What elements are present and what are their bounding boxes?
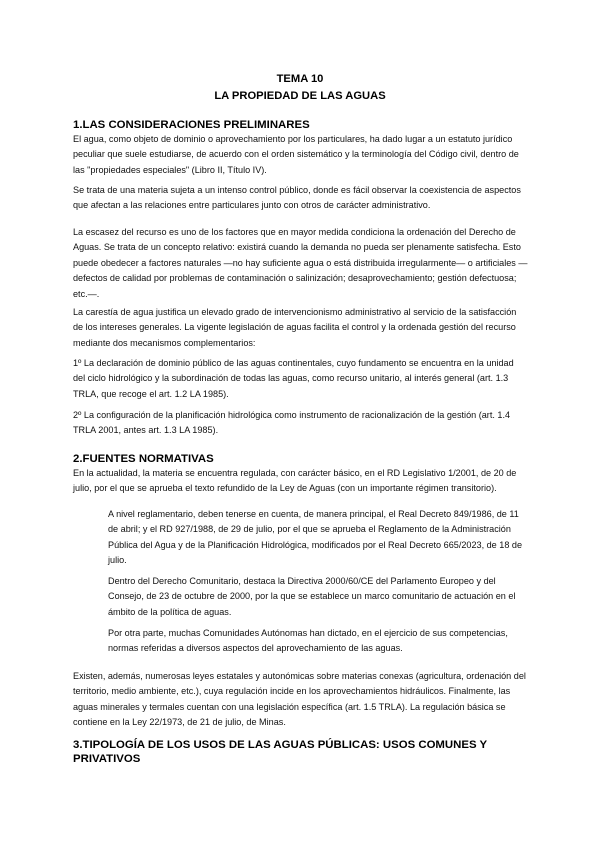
paragraph: La escasez del recurso es uno de los factores que en mayor medida condiciona la ordenación del Derecho de Aguas. Se trata de un concepto relativo: existirá cuando la demanda no pueda ser plenamente satisfecha. Esto puede obedecer a factores naturales —no hay suficiente agua o está distribuida irregularmente— o artificiales —defectos de calidad por problemas de contaminación o salinización; desaprovechamiento; gestión defectuosa; etc.—. (73, 227, 528, 299)
paragraph: El agua, como objeto de dominio o aprovechamiento por los particulares, ha dado lugar a un estatuto jurídico peculiar que suele estudiarse, de acuerdo con el orden sistemático y la terminología del Código civil, dentro de las "propiedades especiales" (Libro II, Título IV). (73, 134, 519, 175)
paragraph: En la actualidad, la materia se encuentra regulada, con carácter básico, en el RD Legislativo 1/2001, de 20 de julio, por el que se aprueba el texto refundido de la Ley de Aguas (con un importante régimen transitorio). (73, 468, 517, 494)
section-heading-2: 2.FUENTES NORMATIVAS (73, 453, 214, 465)
paragraph: 2º La configuración de la planificación hidrológica como instrumento de racionalización de la gestión (art. 1.4 TRLA 2001, antes art. 1.3 LA 1985). (73, 410, 511, 436)
section-heading-1: 1.LAS CONSIDERACIONES PRELIMINARES (73, 119, 310, 131)
paragraph: La carestía de agua justifica un elevado grado de intervencionismo administrativo al servicio de la satisfacción de los intereses generales. La vigente legislación de aguas facilita el control y la ordenada gestión del recurso mediante dos mecanismos complementarios: (73, 307, 517, 348)
indented-paragraph: Por otra parte, muchas Comunidades Autónomas han dictado, en el ejercicio de sus competencias, normas referidas a diversos aspectos del aprovechamiento de las aguas. (108, 628, 508, 654)
topic-number: TEMA 10 (276, 73, 324, 85)
section-heading-3: 3.TIPOLOGÍA DE LOS USOS DE LAS AGUAS PÚBLICAS: USOS COMUNES Y PRIVATIVOS (73, 739, 487, 765)
paragraph: Se trata de una materia sujeta a un intenso control público, donde es fácil observar la coexistencia de aspectos que afectan a las relaciones entre particulares junto con otros de carácter administrativo. (73, 185, 521, 211)
indented-paragraph: A nivel reglamentario, deben tenerse en cuenta, de manera principal, el Real Decreto 849/1986, de 11 de abril; y el RD 927/1988, de 29 de julio, por el que se aprueba el Reglamento de la Administración Pública del Agua y de la Planificación Hidrológica, modificados por el Real Decreto 665/2023, de 18 de julio. (108, 509, 523, 566)
paragraph: Existen, además, numerosas leyes estatales y autonómicas sobre materias conexas (agricultura, ordenación del territorio, medio ambiente, etc.), cuya regulación incide en los aprovechamientos hidráulicos. Finalmente, las aguas minerales y termales cuentan con una legislación específica (art. 1.5 TRLA). La regulación básica se contiene en la Ley 22/1973, de 21 de julio, de Minas. (73, 671, 526, 728)
indented-paragraph: Dentro del Derecho Comunitario, destaca la Directiva 2000/60/CE del Parlamento Europeo y del Consejo, de 23 de octubre de 2000, por la que se establece un marco comunitario de actuación en el ámbito de la política de aguas. (108, 576, 516, 617)
paragraph: 1º La declaración de dominio público de las aguas continentales, cuyo fundamento se encuentra en la unidad del ciclo hidrológico y la subordinación de todas las aguas, como recurso unitario, al interés general (art. 1.3 TRLA, que recoge el art. 1.2 LA 1985). (73, 358, 514, 399)
document-title: LA PROPIEDAD DE LAS AGUAS (214, 90, 386, 102)
